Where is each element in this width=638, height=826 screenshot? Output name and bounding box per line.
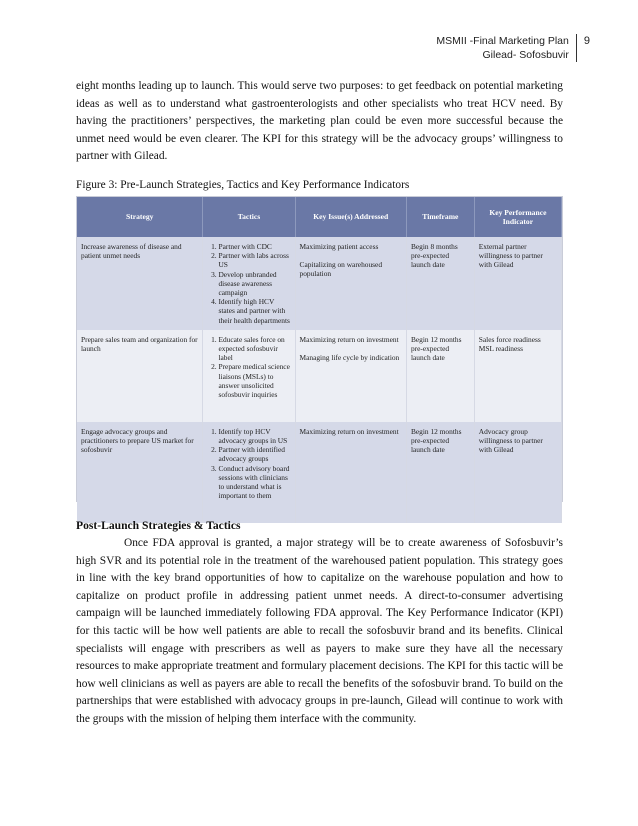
cell-timeframe: Begin 12 months pre-expected launch date [406, 422, 474, 523]
table-row [77, 330, 562, 422]
kpi-item: Sales force readiness [478, 334, 541, 344]
cell-timeframe: Begin 12 months pre-expected launch date [406, 330, 474, 422]
cell-kpi [474, 330, 561, 422]
cell-strategy: Prepare sales team and organization for launch [77, 330, 203, 422]
kpi-item: External partner willingness to partner with Gilead [478, 242, 543, 270]
tactic-item: 2. Partner with labs across US [218, 251, 290, 269]
header-key-issues: Key Issue(s) Addressed [295, 197, 406, 237]
cell-tactics [203, 422, 295, 523]
tactic-item: 3. Develop unbranded disease awareness campaign [218, 270, 290, 298]
header-title-block [436, 34, 576, 62]
cell-kpi [474, 422, 561, 523]
page-header [436, 34, 590, 62]
kpi-item: MSL readiness [478, 344, 524, 354]
tactic-item: 1. Educate sales force on expected sofosbuvir label [218, 335, 290, 363]
strategy-table-figure [76, 196, 563, 502]
header-timeframe: Timeframe [406, 197, 474, 237]
cell-issues [295, 330, 406, 422]
cell-strategy: Increase awareness of disease and patient unmet needs [77, 237, 203, 330]
figure-caption: Figure 3: Pre-Launch Strategies, Tactics and Key Performance Indicators [76, 179, 410, 191]
cell-issues [295, 237, 406, 330]
table-row [77, 237, 562, 330]
tactic-item: 2. Prepare medical science liaisons (MSLs) to answer unsolicited sofosbuvir inquiries [218, 362, 290, 399]
cell-kpi [474, 237, 561, 330]
issue-item: Maximizing return on investment [299, 334, 399, 344]
tactic-item: 4. Identify high HCV states and partner with their health departments [218, 297, 290, 325]
cell-tactics [203, 237, 295, 330]
post-launch-paragraph [76, 535, 563, 729]
tactic-item: 2. Partner with identified advocacy groups [218, 445, 290, 463]
header-strategy: Strategy [77, 197, 203, 237]
cell-tactics [203, 330, 295, 422]
issue-item: Managing life cycle by indication [299, 353, 400, 363]
header-tactics: Tactics [203, 197, 295, 237]
header-kpi: Key Performance Indicator [474, 197, 561, 237]
table-row [77, 422, 562, 523]
strategy-table [77, 197, 562, 523]
post-launch-text: Once FDA approval is granted, a major strategy will be to create awareness of Sofosbuvir’s high SVR and its potential role in the treatment of the warehoused patient population. This strategy goes in line with the key brand opportunities of how to capitalize on the warehouse population and how to capitalize on product profile in addressing patient unmet needs. A direct-to-consumer advertising campaign will be launched immediately following FDA approval. The Key Performance Indicator (KPI) for this tactic will be how well patients are able to recall the sofosbuvir brand and its benefits. Clinical specialists will engage with prescribers as well as payers to make sure they have all the necessary resources to make appropriate treatment and formulary placement decisions. The KPI for this tactic will be how well clinicians as well as payers are able to recall the benefits of the sofosbuvir brand. To build on the partnerships that were established with advocacy groups in pre-launch, Gilead will continue to work with the groups with the mission of helping them interface with the community. [76, 537, 563, 725]
cell-timeframe: Begin 8 months pre-expected launch date [406, 237, 474, 330]
section-title: Post-Launch Strategies & Tactics [76, 519, 241, 532]
header-line-2: Gilead- Sofosbuvir [482, 49, 569, 61]
header-line-1: MSMII -Final Marketing Plan [436, 35, 569, 47]
issue-item: Capitalizing on warehoused population [299, 260, 383, 279]
issue-item: Maximizing patient access [299, 242, 379, 251]
cell-strategy: Engage advocacy groups and practitioners to prepare US market for sofosbuvir [77, 422, 203, 523]
cell-issues [295, 422, 406, 523]
kpi-item: Advocacy group willingness to partner with Gilead [478, 426, 543, 455]
tactic-item: 1. Partner with CDC [218, 242, 290, 251]
tactic-item: 3. Conduct advisory board sessions with clinicians to understand what is important to them [218, 464, 290, 501]
issue-item: Maximizing return on investment [299, 426, 399, 436]
intro-paragraph: eight months leading up to launch. This would serve two purposes: to get feedback on potential marketing ideas as well as to understand what gastroenterologists and other specialists who treat HCV need. By having the practitioners’ perspectives, the marketing plan could be even more successful because the unmet need would be even clearer. The KPI for this strategy will be the advocacy groups’ willingness to partner with Gilead. [76, 80, 563, 163]
table-header-row [77, 197, 562, 237]
tactic-item: 1. Identify top HCV advocacy groups in US [218, 427, 290, 445]
page-number: 9 [583, 35, 590, 47]
